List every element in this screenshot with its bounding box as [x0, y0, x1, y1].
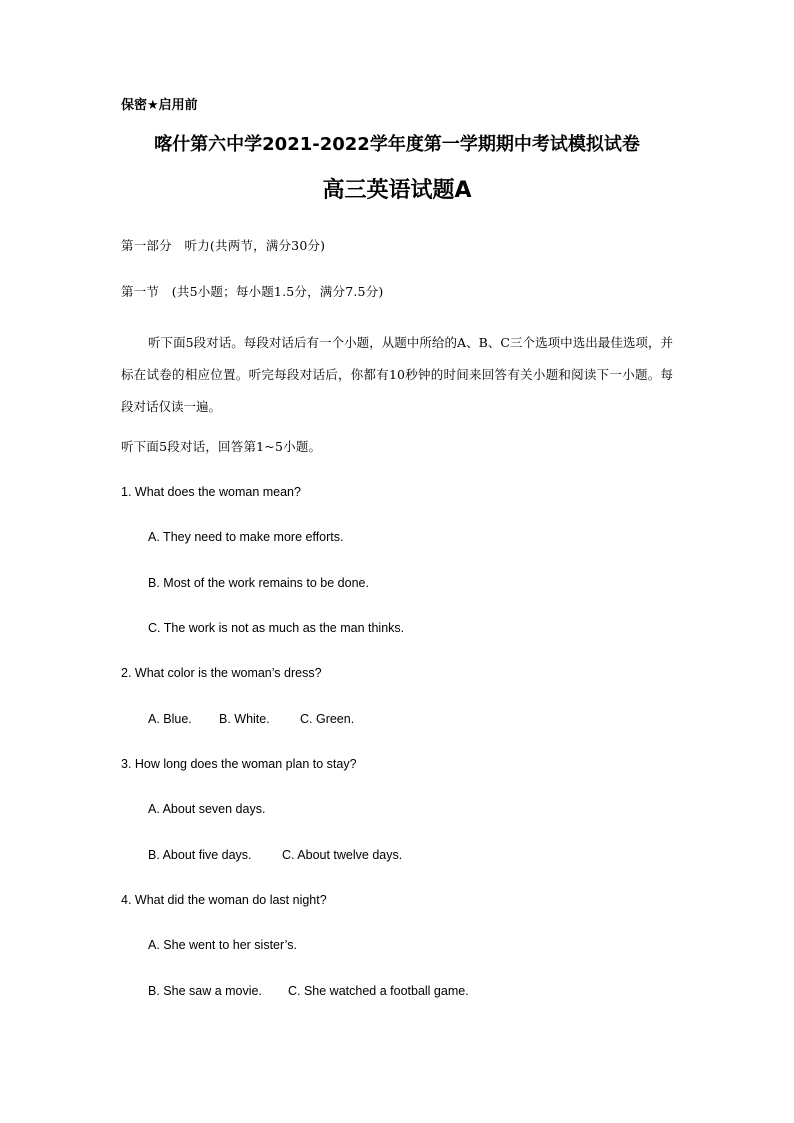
exam-subtitle: 高三英语试题A	[322, 178, 472, 203]
question-2-option-c: C. Green.	[300, 712, 355, 726]
question-4-option-c: C. She watched a football game.	[288, 984, 469, 998]
part1-heading: 第一部分 听力(共两节，满分30分)	[121, 238, 326, 253]
question-3-option-c: C. About twelve days.	[282, 848, 403, 862]
question-3-option-a: A. About seven days.	[148, 802, 266, 816]
question-2-stem: 2. What color is the woman’s dress?	[121, 666, 322, 680]
question-3-stem: 3. How long does the woman plan to stay?	[121, 757, 357, 771]
section1-heading: 第一节 (共5小题；每小题1.5分，满分7.5分)	[121, 284, 384, 299]
question-1-option-b: B. Most of the work remains to be done.	[148, 576, 369, 590]
question-4-stem: 4. What did the woman do last night?	[121, 893, 327, 907]
question-1-option-c: C. The work is not as much as the man thinks.	[148, 621, 405, 635]
section1-instructions: 听下面5段对话。每段对话后有一个小题，从题中所给的A、B、C三个选项中选出最佳选项，并标在试卷的相应位置。听完每段对话后，你都有10秒钟的时间来回答有关小题和阅读下一小题。每段对话仅读一遍。	[121, 335, 673, 414]
question-3-option-b: B. About five days.	[148, 848, 252, 862]
confidential-label: 保密★启用前	[121, 98, 198, 113]
question-4-option-b: B. She saw a movie.	[148, 984, 262, 998]
question-2-option-b: B. White.	[219, 712, 270, 726]
question-1-stem: 1. What does the woman mean?	[121, 485, 301, 499]
listen-prompt: 听下面5段对话，回答第1~5小题。	[121, 439, 322, 454]
question-2-option-a: A. Blue.	[148, 712, 192, 726]
question-1-option-a: A. They need to make more efforts.	[148, 530, 344, 544]
exam-title: 喀什第六中学2021-2022学年度第一学期期中考试模拟试卷	[154, 134, 640, 155]
question-4-option-a: A. She went to her sister’s.	[148, 938, 297, 952]
